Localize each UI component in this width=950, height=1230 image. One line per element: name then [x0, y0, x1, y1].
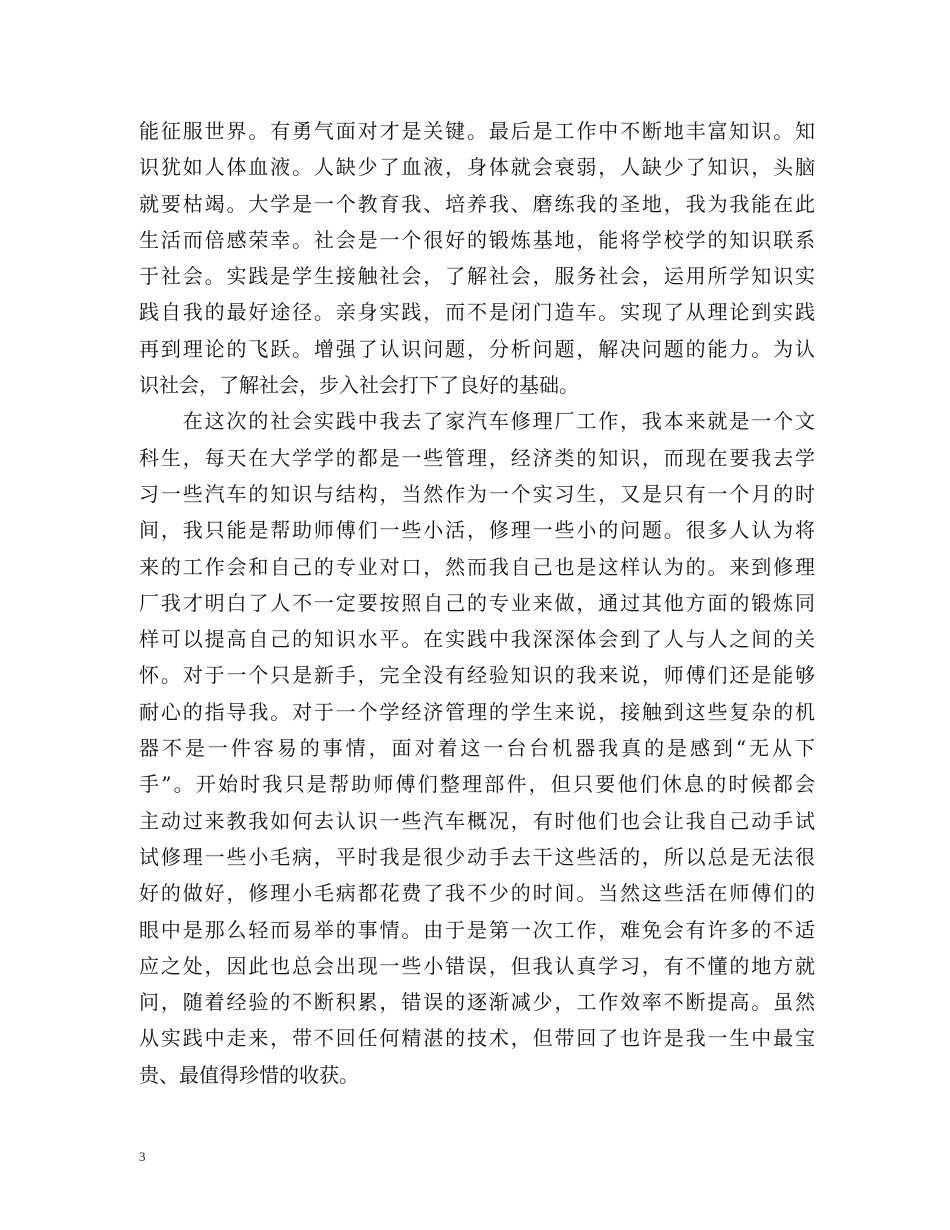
text-line: 科生，每天在大学学的都是一些管理，经济类的知识，而现在要我去学 [139, 445, 815, 470]
text-line: 能征服世界。有勇气面对才是关键。最后是工作中不断地丰富知识。知 [139, 119, 815, 143]
text-line: 器不是一件容易的事情，面对着这一台台机器我真的是感到“无从下 [139, 736, 815, 761]
text-line: 从实践中走来，带不回任何精湛的技术，但带回了也许是我一生中最宝 [139, 1026, 815, 1051]
text-line: 再到理论的飞跃。增强了认识问题，分析问题，解决问题的能力。为认 [139, 336, 815, 361]
text-line: 贵、最值得珍惜的收获。 [139, 1062, 359, 1087]
text-line: 习一些汽车的知识与结构，当然作为一个实习生，又是只有一个月的时 [139, 481, 815, 506]
text-line: 在这次的社会实践中我去了家汽车修理厂工作，我本来就是一个文 [139, 409, 815, 434]
document-body [139, 113, 815, 1093]
text-line: 耐心的指导我。对于一个学经济管理的学生来说，接触到这些复杂的机 [139, 699, 815, 724]
paragraph-2 [139, 403, 815, 1093]
text-line: 样可以提高自己的知识水平。在实践中我深深体会到了人与人之间的关 [139, 627, 815, 652]
text-line: 践自我的最好途径。亲身实践，而不是闭门造车。实现了从理论到实践 [139, 300, 815, 325]
text-line: 怀。对于一个只是新手，完全没有经验知识的我来说，师傅们还是能够 [139, 663, 815, 688]
text-line: 眼中是那么轻而易举的事情。由于是第一次工作，难免会有许多的不适 [139, 917, 815, 942]
paragraph-1 [139, 113, 815, 403]
text-line: 于社会。实践是学生接触社会，了解社会，服务社会，运用所学知识实 [139, 264, 815, 289]
text-line: 来的工作会和自己的专业对口，然而我自己也是这样认为的。来到修理 [139, 554, 815, 579]
text-line: 好的做好，修理小毛病都花费了我不少的时间。当然这些活在师傅们的 [139, 881, 815, 906]
text-line: 试修理一些小毛病，平时我是很少动手去干这些活的，所以总是无法很 [139, 844, 815, 869]
text-line: 问，随着经验的不断积累，错误的逐渐减少，工作效率不断提高。虽然 [139, 990, 815, 1015]
text-line: 生活而倍感荣幸。社会是一个很好的锻炼基地，能将学校学的知识联系 [139, 227, 815, 252]
text-line: 厂我才明白了人不一定要按照自己的专业来做，通过其他方面的锻炼同 [139, 590, 815, 615]
text-line: 识犹如人体血液。人缺少了血液，身体就会衰弱，人缺少了知识，头脑 [139, 155, 815, 180]
text-line: 应之处，因此也总会出现一些小错误，但我认真学习，有不懂的地方就 [139, 953, 815, 978]
text-line: 就要枯竭。大学是一个教育我、培养我、磨练我的圣地，我为我能在此 [139, 191, 815, 216]
text-line: 主动过来教我如何去认识一些汽车概况，有时他们也会让我自己动手试 [139, 808, 815, 833]
text-line: 识社会，了解社会，步入社会打下了良好的基础。 [139, 373, 579, 398]
text-line: 间，我只能是帮助师傅们一些小活，修理一些小的问题。很多人认为将 [139, 518, 815, 543]
text-line: 手”。开始时我只是帮助师傅们整理部件，但只要他们休息的时候都会 [139, 772, 815, 797]
page-number: 3 [139, 1149, 146, 1164]
